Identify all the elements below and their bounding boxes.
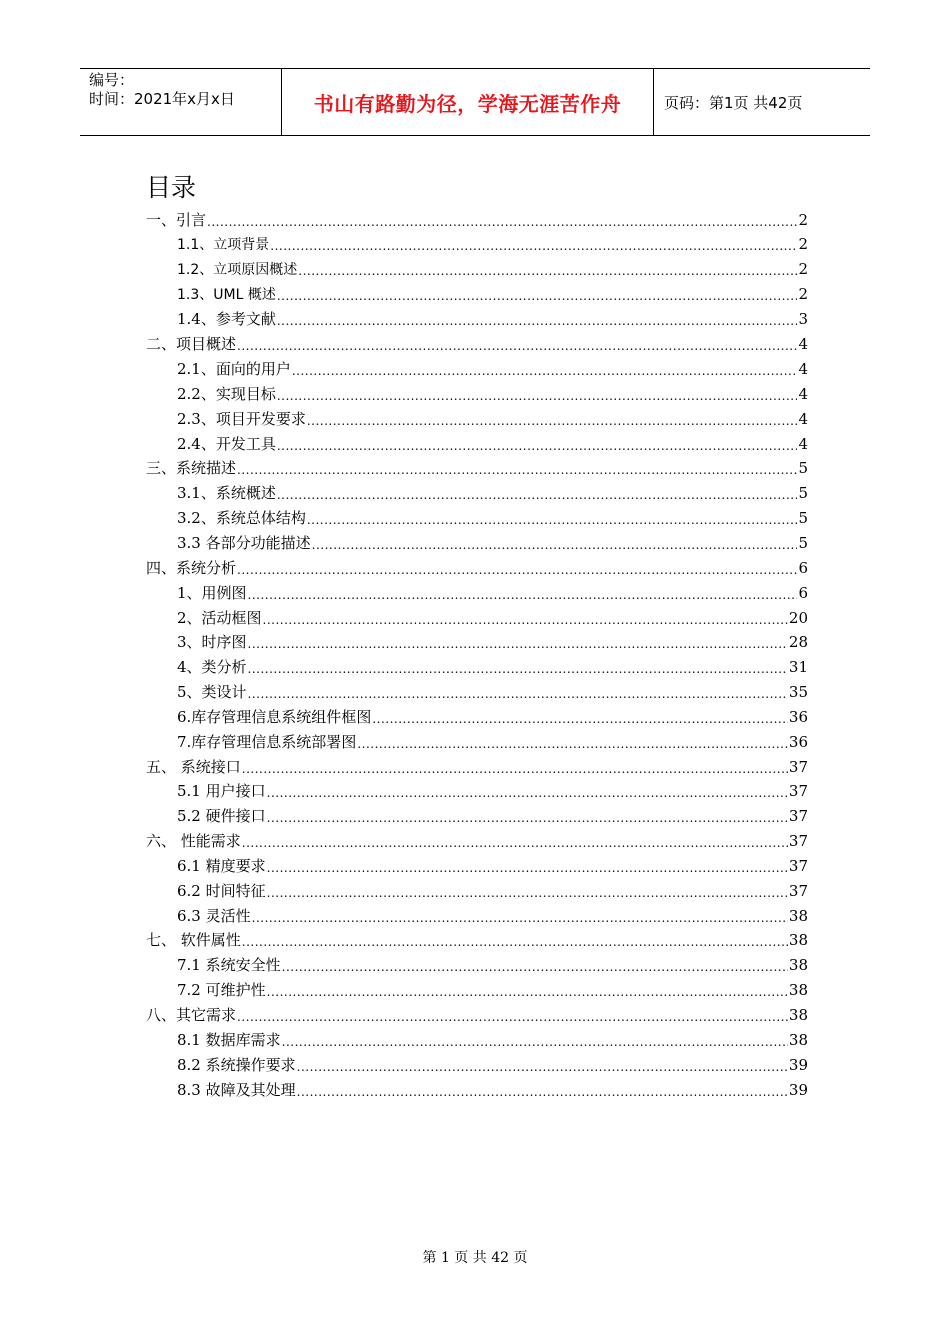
toc-entry-page: 36 [788,707,808,726]
toc-entry-title: 1、用例图 [177,583,247,602]
toc-entry[interactable] [146,756,808,781]
toc-entry-title: 8.2 系统操作要求 [177,1055,296,1074]
toc-entry-title: 6.3 灵活性 [177,906,251,925]
toc-entry-page: 38 [788,1006,808,1024]
toc-entry[interactable] [146,1029,808,1054]
toc-entry[interactable] [146,482,808,507]
toc-entry-title: 一、引言 [146,211,207,229]
toc-entry[interactable] [146,433,808,458]
toc-dot-leader [292,361,798,377]
toc-entry[interactable] [146,532,808,557]
toc-entry-page: 38 [788,931,808,950]
toc-dot-leader [277,485,798,501]
toc-entry[interactable] [146,979,808,1004]
toc-dot-leader [267,982,788,998]
toc-entry-title: 四、系统分析 [146,558,237,577]
toc-entry-title: 1.1、立项背景 [177,236,270,253]
toc-entry-title: 4、类分析 [177,658,247,677]
toc-dot-leader [307,510,798,526]
toc-entry-title: 8.1 数据库需求 [177,1030,281,1049]
toc-entry-title: 1.2、立项原因概述 [177,261,298,278]
toc-entry[interactable] [146,457,808,482]
toc-dot-leader [267,783,788,799]
toc-dot-leader [267,858,788,874]
toc-entry[interactable] [146,805,808,830]
toc-entry-title: 八、其它需求 [146,1006,237,1024]
toc-entry-title: 5.2 硬件接口 [177,807,266,826]
toc-entry-page: 37 [788,757,808,776]
toc-dot-leader [357,734,788,750]
toc-dot-leader [277,386,798,402]
toc-entry-page: 6 [798,558,808,577]
toc-dot-leader [270,236,797,252]
toc-dot-leader [267,883,788,899]
toc-entry-title: 8.3 故障及其处理 [177,1080,296,1099]
toc-entry[interactable] [146,855,808,880]
page-header [80,68,870,136]
toc-entry-title: 2、活动框图 [177,608,262,627]
toc-dot-leader [207,212,797,228]
toc-entry[interactable] [146,358,808,383]
toc-entry-page: 2 [798,284,808,303]
toc-dot-leader [312,535,798,551]
toc-entry-page: 38 [788,956,808,975]
toc-entry-page: 4 [798,434,808,453]
toc-entry-title: 3.3 各部分功能描述 [177,533,311,552]
toc-entry[interactable] [146,408,808,433]
header-page-info: 页码：第1页 共42页 [664,93,803,112]
toc-entry[interactable] [146,234,808,259]
toc-dot-leader [277,311,798,327]
toc-entry-page: 36 [788,732,808,751]
toc-entry[interactable] [146,954,808,979]
toc-entry-page: 37 [788,856,808,875]
document-number-label: 编号： [89,71,135,89]
toc-entry[interactable] [146,209,808,234]
toc-entry-title: 7.库存管理信息系统部署图 [177,732,357,751]
toc-entry-title: 7.2 可维护性 [177,981,266,1000]
toc-entry-title: 2.4、开发工具 [177,434,276,453]
toc-dot-leader [282,957,788,973]
toc-entry[interactable] [146,582,808,607]
toc-dot-leader [277,436,798,452]
toc-dot-leader [282,1032,788,1048]
toc-entry-page: 20 [788,608,808,627]
toc-entry[interactable] [146,333,808,358]
toc-dot-leader [297,1082,788,1098]
header-meta [80,69,282,135]
toc-entry-title: 5.1 用户接口 [177,782,266,801]
toc-entry[interactable] [146,780,808,805]
header-motto-cell [282,69,654,135]
toc-entry-title: 二、项目概述 [146,335,237,354]
toc-entry-page: 37 [788,881,808,900]
toc-dot-leader [242,759,788,775]
toc-entry-page: 2 [798,234,808,253]
toc-entry-page: 4 [798,409,808,428]
toc-entry[interactable] [146,1079,808,1104]
page-footer: 第 1 页 共 42 页 [422,1250,528,1266]
toc-entry-title: 五、 系统接口 [146,757,241,776]
toc-entry[interactable] [146,308,808,333]
toc-dot-leader [297,1057,788,1073]
toc-entry-page: 5 [798,509,808,528]
toc-entry-page: 6 [798,583,808,602]
toc-entry[interactable] [146,383,808,408]
toc-entry[interactable] [146,905,808,930]
toc-entry-page: 2 [798,259,808,278]
toc-entry[interactable] [146,607,808,632]
toc-entry-title: 1.3、UML 概述 [177,286,276,303]
toc-dot-leader [252,908,788,924]
document-time-label: 时间：2021年x月x日 [89,90,235,108]
toc-dot-leader [248,659,788,675]
toc-entry-page: 4 [798,335,808,354]
toc-entry-page: 39 [788,1055,808,1074]
toc-entry[interactable] [146,681,808,706]
toc-entry-title: 7.1 系统安全性 [177,956,281,975]
toc-entry-title: 2.2、实现目标 [177,384,276,403]
toc-entry[interactable] [146,1054,808,1079]
toc-entry[interactable] [146,557,808,582]
toc-entry-title: 3、时序图 [177,633,247,652]
toc-dot-leader [267,808,788,824]
toc-entry-page: 39 [788,1080,808,1099]
table-of-contents [146,209,808,1103]
toc-dot-leader [248,634,788,650]
toc-entry[interactable] [146,656,808,681]
toc-entry-title: 三、系统描述 [146,459,237,478]
toc-entry[interactable] [146,1004,808,1029]
toc-dot-leader [237,560,797,576]
toc-entry-page: 5 [798,459,808,478]
toc-title: 目录 [146,173,197,202]
toc-dot-leader [263,610,788,626]
toc-entry-page: 37 [788,832,808,851]
toc-entry-page: 31 [788,658,808,677]
toc-entry[interactable] [146,706,808,731]
toc-entry[interactable] [146,507,808,532]
toc-dot-leader [242,932,788,948]
toc-entry-title: 6.1 精度要求 [177,856,266,875]
toc-dot-leader [248,585,798,601]
toc-entry-page: 3 [798,310,808,329]
toc-entry-page: 5 [798,484,808,503]
toc-entry[interactable] [146,731,808,756]
toc-dot-leader [237,1007,788,1023]
toc-entry-title: 5、类设计 [177,683,247,702]
toc-entry-title: 6.2 时间特征 [177,881,266,900]
toc-dot-leader [372,709,788,725]
toc-dot-leader [237,460,797,476]
toc-entry-title: 3.2、系统总体结构 [177,509,306,528]
toc-entry[interactable] [146,830,808,855]
toc-entry[interactable] [146,259,808,284]
toc-entry[interactable] [146,631,808,656]
toc-dot-leader [242,833,788,849]
toc-dot-leader [298,261,797,277]
toc-entry[interactable] [146,929,808,954]
toc-entry-title: 七、 软件属性 [146,931,241,950]
toc-entry-page: 28 [788,633,808,652]
header-motto: 书山有路勤为径，学海无涯苦作舟 [313,91,622,116]
toc-entry-page: 35 [788,683,808,702]
toc-entry[interactable] [146,880,808,905]
toc-entry-title: 3.1、系统概述 [177,484,276,503]
toc-entry-page: 38 [788,1030,808,1049]
toc-entry-page: 38 [788,981,808,1000]
toc-entry-page: 5 [798,533,808,552]
toc-dot-leader [307,411,798,427]
toc-dot-leader [277,286,798,302]
toc-entry-title: 2.1、面向的用户 [177,360,291,379]
toc-entry-page: 37 [788,807,808,826]
toc-entry-page: 2 [798,211,808,229]
toc-entry-title: 2.3、项目开发要求 [177,409,306,428]
toc-entry-page: 38 [788,906,808,925]
toc-entry-title: 六、 性能需求 [146,832,241,851]
toc-dot-leader [248,684,788,700]
toc-entry-title: 6.库存管理信息系统组件框图 [177,707,372,726]
toc-entry[interactable] [146,284,808,309]
toc-entry-page: 4 [798,384,808,403]
toc-entry-page: 4 [798,360,808,379]
toc-dot-leader [237,336,797,352]
toc-entry-page: 37 [788,782,808,801]
toc-entry-title: 1.4、参考文献 [177,310,276,329]
